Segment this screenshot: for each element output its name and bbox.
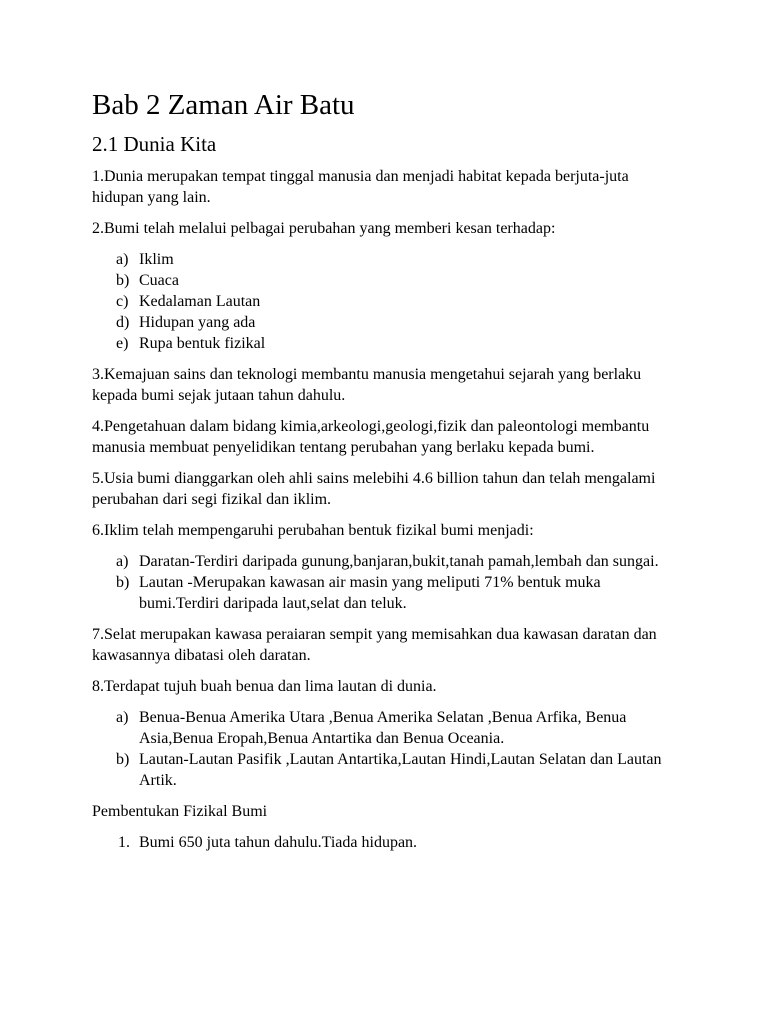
list-bentuk-fizikal (92, 551, 682, 614)
paragraph-heading-pembentukan: Pembentukan Fizikal Bumi (92, 803, 268, 820)
paragraph-5: 5.Usia bumi dianggarkan oleh ahli sains melebihi 4.6 billion tahun dan telah mengalami perubahan dari segi fizikal dan iklim. (92, 470, 656, 508)
list-item-text: Cuaca (139, 272, 179, 289)
list-benua-lautan (92, 707, 682, 791)
list-item (92, 249, 682, 270)
list-marker: b) (116, 751, 130, 768)
list-item-text: Rupa bentuk fizikal (139, 335, 266, 352)
list-item-text: Hidupan yang ada (139, 314, 256, 331)
paragraph-7: 7.Selat merupakan kawasa peraiaran sempit yang memisahkan dua kawasan daratan dan kawasannya dibatasi oleh daratan. (92, 626, 657, 664)
list-item-text: Daratan-Terdiri daripada gunung,banjaran,bukit,tanah pamah,lembah dan sungai. (139, 553, 659, 570)
list-item (92, 551, 682, 572)
list-item-text: Benua-Benua Amerika Utara ,Benua Amerika Selatan ,Benua Arfika, Benua Asia,Benua Eropah,Benua Antartika dan Benua Oceania. (139, 709, 627, 747)
list-marker: a) (116, 709, 129, 726)
list-item (92, 333, 682, 354)
list-item (92, 291, 682, 312)
list-marker: b) (116, 574, 130, 591)
list-item (92, 707, 682, 749)
list-item-text: Lautan-Lautan Pasifik ,Lautan Antartika,Lautan Hindi,Lautan Selatan dan Lautan Artik. (139, 751, 662, 789)
page-title: Bab 2 Zaman Air Batu (92, 89, 355, 121)
paragraph-8: 8.Terdapat tujuh buah benua dan lima lautan di dunia. (92, 678, 437, 695)
paragraph-6: 6.Iklim telah mempengaruhi perubahan bentuk fizikal bumi menjadi: (92, 522, 534, 539)
list-item (92, 270, 682, 291)
paragraph-3: 3.Kemajuan sains dan teknologi membantu manusia mengetahui sejarah yang berlaku kepada bumi sejak jutaan tahun dahulu. (92, 366, 642, 404)
paragraph-4: 4.Pengetahuan dalam bidang kimia,arkeologi,geologi,fizik dan paleontologi membantu manusia membuat penyelidikan tentang perubahan yang berlaku kepada bumi. (92, 418, 650, 456)
list-marker: c) (116, 293, 129, 310)
paragraph-1: 1.Dunia merupakan tempat tinggal manusia dan menjadi habitat kepada berjuta-juta hidupan yang lain. (92, 168, 629, 206)
list-item (92, 749, 682, 791)
list-marker: d) (116, 314, 130, 331)
list-item (92, 832, 682, 853)
list-marker: 1. (118, 834, 130, 851)
paragraph-2: 2.Bumi telah melalui pelbagai perubahan yang memberi kesan terhadap: (92, 220, 556, 237)
list-item (92, 572, 682, 614)
list-item-text: Lautan -Merupakan kawasan air masin yang meliputi 71% bentuk muka bumi.Terdiri daripada laut,selat dan teluk. (139, 574, 601, 612)
list-item-text: Bumi 650 juta tahun dahulu.Tiada hidupan. (139, 834, 418, 851)
list-item-text: Iklim (139, 251, 174, 268)
list-pembentukan (92, 832, 682, 853)
list-perubahan (92, 249, 682, 354)
list-marker: e) (116, 335, 129, 352)
list-marker: a) (116, 553, 129, 570)
list-marker: a) (116, 251, 129, 268)
list-item-text: Kedalaman Lautan (139, 293, 261, 310)
list-item (92, 312, 682, 333)
document-page (92, 86, 682, 863)
list-marker: b) (116, 272, 130, 289)
section-heading: 2.1 Dunia Kita (92, 132, 217, 156)
